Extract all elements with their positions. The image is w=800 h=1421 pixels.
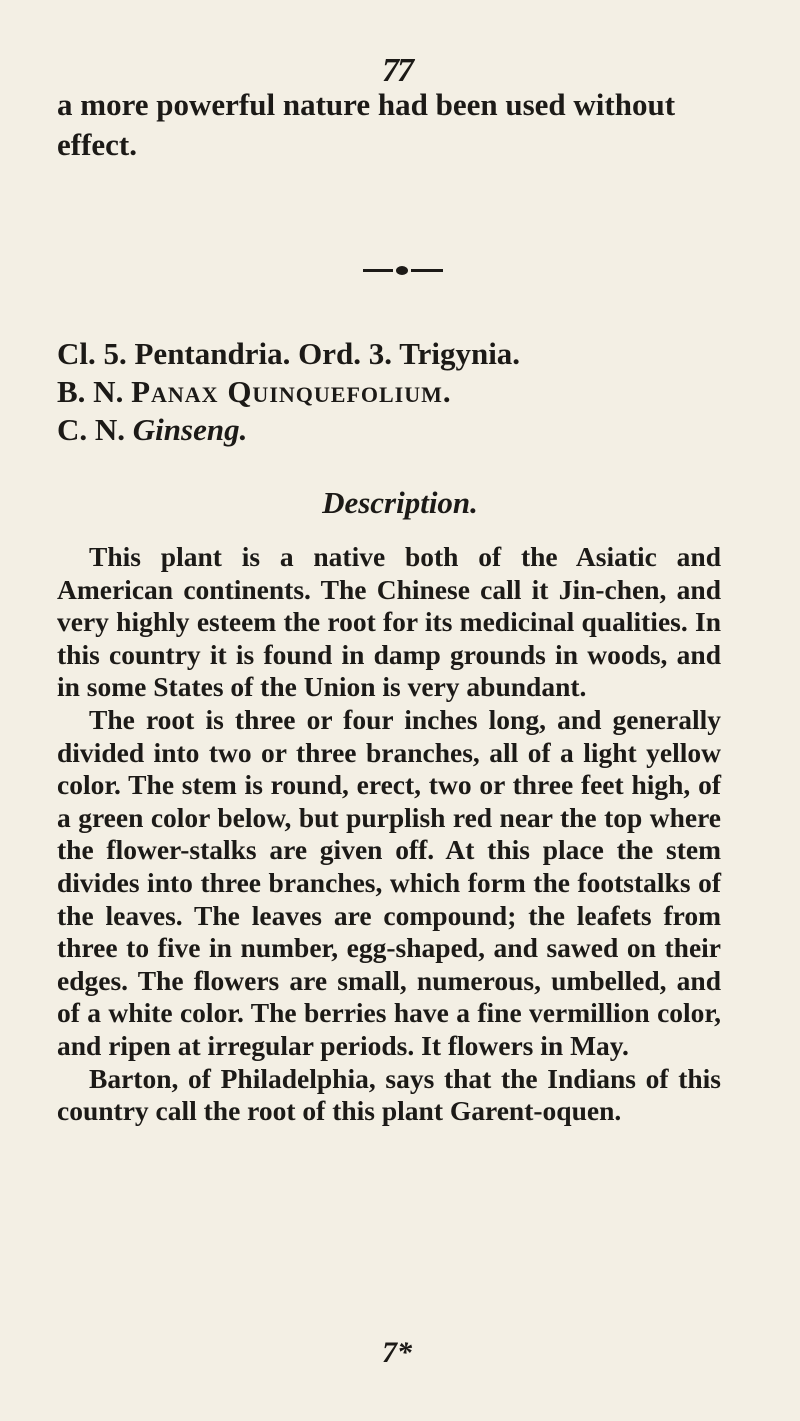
common-name-line	[57, 411, 717, 449]
section-divider-ornament	[363, 266, 443, 274]
continuation-text: a more powerful nature had been used without effect.	[57, 87, 676, 162]
signature-mark: 7*	[382, 1336, 412, 1369]
paragraph: The root is three or four inches long, and generally divided into two or three branches, all of a light yellow color. The stem is round, erect, two or three feet high, of a green color below, but purplish red near the top where the flower-stalks are given off. At this place the stem divides into three branches, which form the footstalks of the leaves. The leaves are compound; the leafets from three to five in number, egg-shaped, and sawed on their edges. The flowers are small, numerous, umbelled, and of a white color. The berries have a fine vermillion color, and ripen at irregular periods. It flowers in May.	[57, 703, 721, 1061]
order-label: Ord. 3.	[298, 336, 392, 371]
paragraph: Barton, of Philadelphia, says that the Indians of this country call the root of this plant Garent-oquen.	[57, 1062, 721, 1127]
paragraph: This plant is a native both of the Asiatic and American continents. The Chinese call it Jin-chen, and very highly esteem the root for its medicinal qualities. In this country it is found in damp grounds in woods, and in some States of the Union is very abundant.	[57, 541, 721, 703]
section-heading: Description.	[322, 485, 478, 520]
class-order-line	[57, 335, 717, 373]
common-name: Ginseng.	[132, 412, 248, 447]
class-name: Pentandria.	[134, 336, 291, 371]
common-name-label: C. N.	[57, 412, 126, 447]
order-name: Trigynia.	[399, 336, 521, 371]
description-body	[57, 541, 721, 1128]
page-number: 77	[382, 52, 412, 89]
botanical-name-label: B. N.	[57, 374, 124, 409]
classification-block	[57, 335, 717, 449]
botanical-name-line	[57, 373, 717, 411]
class-label: Cl. 5.	[57, 336, 127, 371]
botanical-name: Panax Quinquefolium.	[131, 374, 452, 409]
